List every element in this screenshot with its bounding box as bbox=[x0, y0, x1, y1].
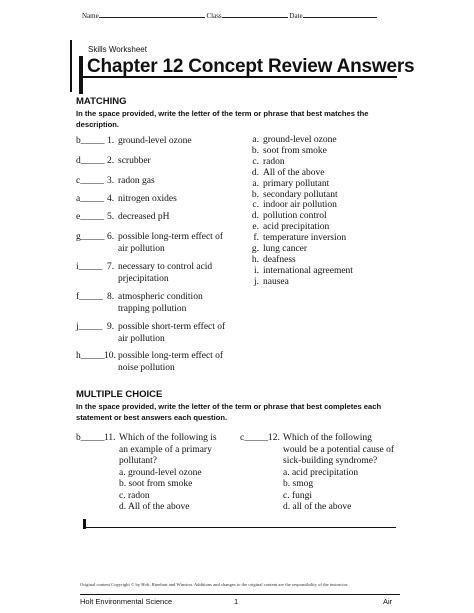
mc-stem-line: an example of a primary bbox=[119, 444, 212, 455]
matching-option bbox=[243, 211, 353, 222]
matching-option bbox=[243, 135, 353, 146]
matching-option bbox=[243, 277, 353, 288]
matching-description-line: noise pollution bbox=[118, 362, 175, 373]
footer-rule bbox=[80, 594, 400, 595]
option-text: deafness bbox=[263, 254, 296, 265]
matching-description-line: possible long-term effect of bbox=[118, 351, 224, 361]
matching-description bbox=[118, 262, 212, 285]
matching-option bbox=[243, 233, 353, 244]
matching-number: 4. bbox=[107, 194, 115, 204]
mc-stem-line: would be a potential cause of bbox=[283, 444, 395, 455]
mc-number: 11. bbox=[104, 433, 116, 443]
mc-answer: b_____ bbox=[76, 433, 105, 443]
matching-number: 5. bbox=[107, 212, 115, 222]
matching-option bbox=[243, 244, 353, 255]
option-letter: g. bbox=[251, 244, 259, 255]
matching-description bbox=[118, 212, 169, 224]
matching-description bbox=[118, 156, 151, 168]
option-text: radon bbox=[263, 156, 285, 167]
mc-question bbox=[240, 433, 394, 514]
matching-description-line: air pollution bbox=[118, 333, 165, 344]
option-letter: a. bbox=[252, 178, 259, 189]
option-text: international agreement bbox=[263, 265, 353, 276]
date-blank bbox=[303, 10, 377, 18]
option-text: indoor air pollution bbox=[263, 200, 337, 211]
matching-item bbox=[76, 194, 177, 206]
worksheet-subtitle: Skills Worksheet bbox=[88, 45, 147, 54]
matching-option bbox=[243, 157, 353, 168]
matching-answer: c_____ bbox=[76, 176, 104, 186]
matching-option bbox=[243, 200, 353, 211]
frame-bottom-rule bbox=[86, 527, 396, 528]
date-label: Date bbox=[289, 12, 303, 20]
matching-description bbox=[118, 176, 155, 188]
page-title: Chapter 12 Concept Review Answers bbox=[87, 56, 415, 77]
mc-choice: b. smog bbox=[283, 479, 314, 489]
matching-option bbox=[243, 168, 353, 179]
mc-answer: c_____ bbox=[240, 433, 268, 443]
option-letter: a. bbox=[252, 135, 259, 145]
mc-question bbox=[76, 433, 217, 514]
matching-number: 1. bbox=[107, 136, 115, 146]
mc-question-head bbox=[76, 433, 217, 445]
matching-description-line: necessary to control acid bbox=[118, 262, 213, 272]
matching-number: 9. bbox=[107, 322, 115, 332]
matching-answer: g_____ bbox=[76, 232, 105, 242]
option-letter: h. bbox=[251, 254, 259, 265]
option-letter: i. bbox=[253, 265, 259, 276]
class-label: Class bbox=[206, 12, 222, 20]
matching-option bbox=[243, 255, 353, 266]
option-text: acid precipitation bbox=[263, 222, 330, 233]
matching-description-line: possible short-term effect of bbox=[118, 322, 226, 332]
matching-answer: f_____ bbox=[76, 292, 103, 302]
matching-description bbox=[118, 194, 177, 206]
matching-option bbox=[243, 266, 353, 277]
mc-stem-line: pollutant? bbox=[119, 456, 157, 466]
matching-description-line: prjecipitation bbox=[118, 273, 169, 284]
mc-choice: a. ground-level ozone bbox=[119, 467, 202, 478]
mc-stem-line: Which of the following is bbox=[119, 433, 217, 443]
header-fields bbox=[82, 10, 377, 20]
matching-answer: d_____ bbox=[76, 156, 105, 166]
matching-item bbox=[76, 176, 155, 188]
option-text: nausea bbox=[263, 276, 289, 287]
footer-page-number: 1 bbox=[234, 597, 239, 606]
option-letter: b. bbox=[251, 145, 259, 156]
matching-number: 7. bbox=[107, 262, 115, 272]
matching-option bbox=[243, 146, 353, 157]
option-letter: d. bbox=[251, 211, 259, 222]
frame-left-thick bbox=[79, 56, 83, 94]
matching-item bbox=[76, 156, 151, 168]
matching-item bbox=[76, 351, 223, 374]
matching-options bbox=[243, 135, 353, 288]
option-letter: f. bbox=[253, 233, 259, 244]
frame-left-thin bbox=[70, 40, 72, 92]
mc-stem-line: Which of the following bbox=[283, 433, 372, 443]
mc-choice: c. fungi bbox=[283, 490, 313, 501]
matching-description bbox=[118, 322, 225, 345]
option-text: lung cancer bbox=[263, 244, 308, 255]
option-letter: c. bbox=[252, 156, 259, 167]
matching-description-line: decreased pH bbox=[118, 212, 170, 222]
matching-option bbox=[243, 222, 353, 233]
matching-description-line: ground-level ozone bbox=[118, 136, 192, 146]
matching-answer: h_____ bbox=[76, 351, 105, 361]
mc-choice: b. soot from smoke bbox=[119, 479, 193, 489]
option-letter: d. bbox=[251, 167, 259, 178]
matching-item bbox=[76, 232, 223, 255]
matching-item bbox=[76, 262, 212, 285]
matching-description-line: trapping pollution bbox=[118, 303, 187, 314]
matching-description-line: nitrogen oxides bbox=[118, 194, 177, 204]
option-text: temperature inversion bbox=[263, 233, 347, 244]
option-text: All of the above bbox=[263, 167, 325, 178]
matching-number: 8. bbox=[107, 292, 115, 302]
option-letter: j. bbox=[253, 276, 259, 287]
option-letter: e. bbox=[252, 222, 259, 233]
mc-stem-line: sick-building syndrome? bbox=[283, 456, 378, 466]
matching-option bbox=[243, 179, 353, 190]
footer-publisher: Holt Environmental Science bbox=[80, 597, 173, 606]
matching-answer: e_____ bbox=[76, 212, 104, 222]
matching-description bbox=[118, 136, 192, 148]
matching-item bbox=[76, 292, 203, 315]
footer-section: Air bbox=[383, 597, 393, 606]
name-label: Name bbox=[82, 12, 99, 20]
matching-answer: i_____ bbox=[76, 262, 103, 272]
option-letter: b. bbox=[251, 189, 259, 200]
matching-number: 3. bbox=[107, 176, 115, 186]
matching-item bbox=[76, 136, 192, 148]
option-text: ground-level ozone bbox=[263, 135, 337, 145]
multiple-choice-heading: MULTIPLE CHOICE bbox=[76, 389, 163, 400]
matching-description-line: scrubber bbox=[118, 156, 151, 166]
copyright-note: Original content Copyright © by Holt, Rinehart and Winston. Additions and changes to the original content are the responsibility of the instructor. bbox=[80, 582, 349, 587]
matching-description-line: possible long-term effect of bbox=[118, 232, 224, 242]
matching-description-line: atmospheric condition bbox=[118, 292, 203, 302]
matching-number: 6. bbox=[107, 232, 115, 242]
mc-question-head bbox=[240, 433, 394, 445]
matching-description bbox=[118, 232, 223, 255]
matching-description-line: radon gas bbox=[118, 176, 155, 186]
matching-item bbox=[76, 322, 225, 345]
mc-choice: a. acid precipitation bbox=[283, 467, 359, 478]
matching-heading: MATCHING bbox=[76, 96, 127, 107]
matching-answer: a_____ bbox=[76, 194, 104, 204]
option-text: secondary pollutant bbox=[263, 189, 338, 200]
matching-number: 2. bbox=[107, 156, 115, 166]
matching-description bbox=[118, 292, 203, 315]
name-blank bbox=[99, 10, 205, 18]
mc-choice: c. radon bbox=[119, 490, 150, 501]
mc-choice: d. All of the above bbox=[119, 502, 190, 512]
matching-option bbox=[243, 190, 353, 201]
class-blank bbox=[222, 10, 288, 18]
matching-description-line: air pollution bbox=[118, 243, 165, 254]
multiple-choice-instructions: In the space provided, write the letter of the term or phrase that best completes each statement or best answers each question. bbox=[76, 402, 382, 422]
matching-instructions: In the space provided, write the letter of the term or phrase that best matches the description. bbox=[76, 109, 369, 129]
option-text: pollution control bbox=[263, 211, 327, 222]
matching-description bbox=[118, 351, 223, 374]
option-text: primary pollutant bbox=[263, 178, 330, 189]
mc-choice: d. all of the above bbox=[283, 502, 352, 512]
matching-item bbox=[76, 212, 169, 224]
matching-number: 10. bbox=[104, 351, 116, 361]
matching-answer: j_____ bbox=[76, 322, 103, 332]
option-text: soot from smoke bbox=[263, 145, 327, 156]
mc-number: 12. bbox=[268, 433, 280, 443]
matching-answer: b_____ bbox=[76, 136, 105, 146]
option-letter: c. bbox=[252, 200, 259, 211]
